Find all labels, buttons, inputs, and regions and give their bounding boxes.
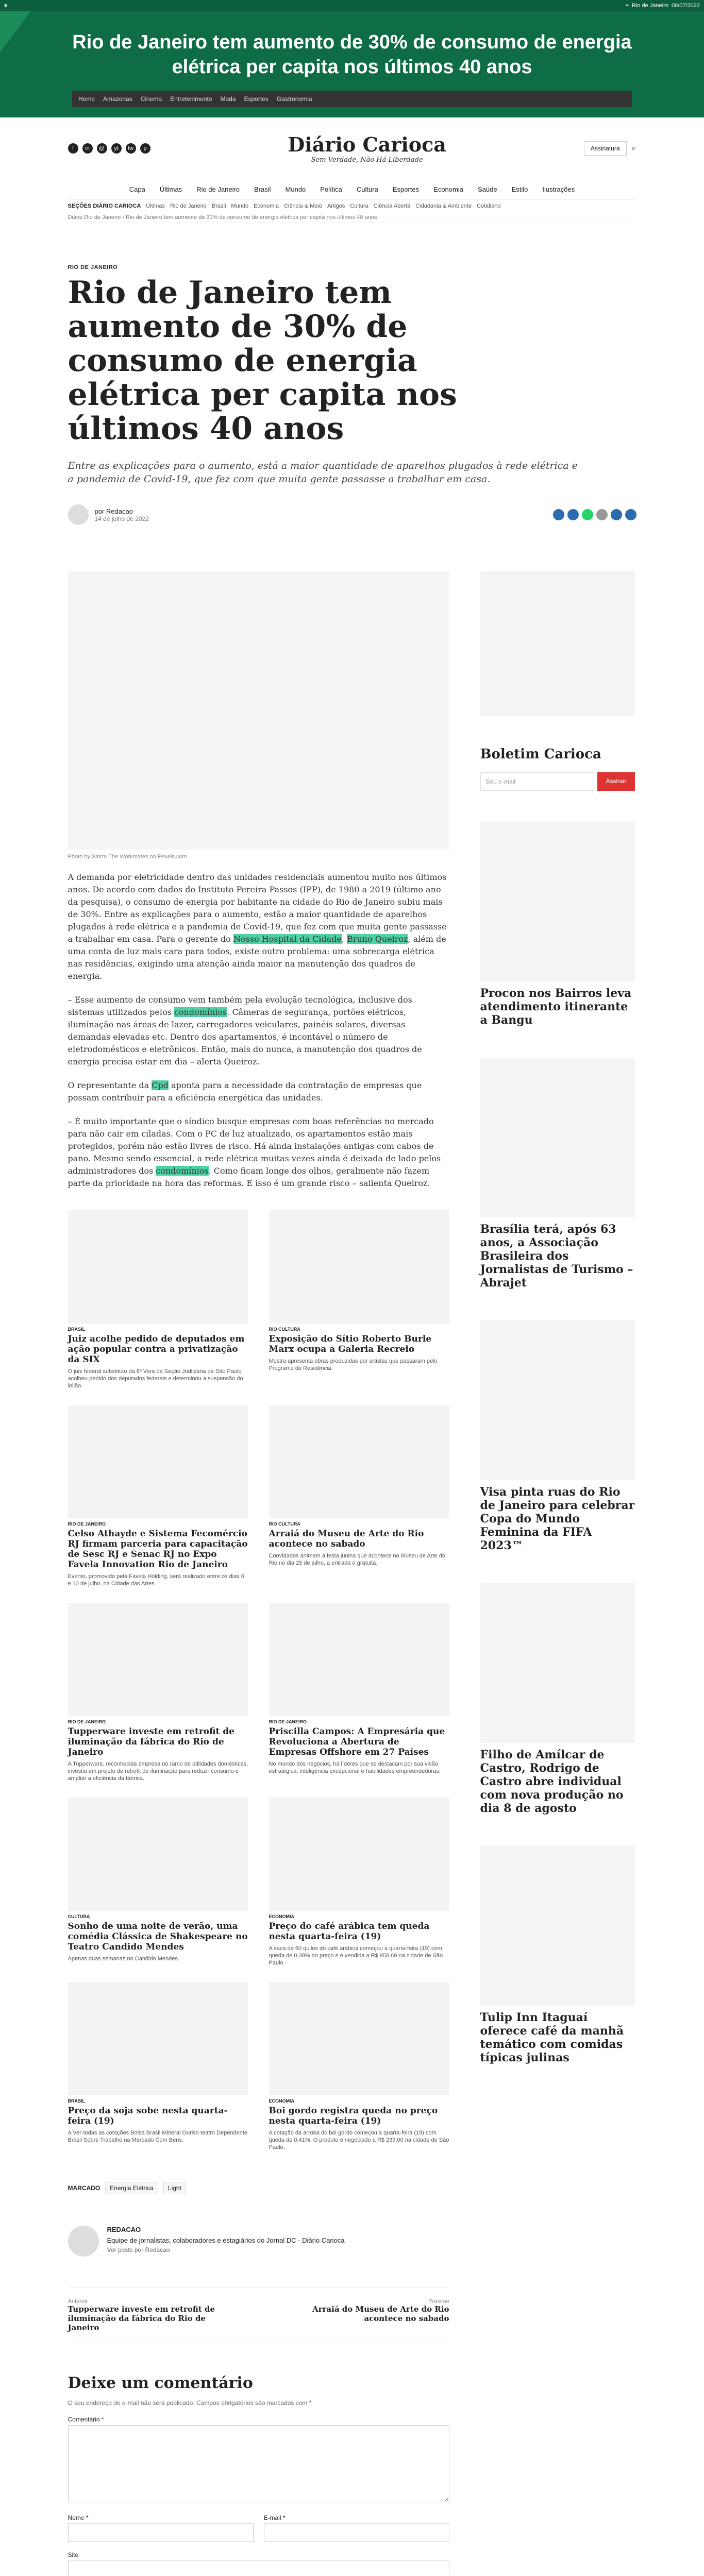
sidebar-post-title[interactable]: Tulip Inn Itaguaí oferece café da manhã temático com comidas típicas julinas xyxy=(480,2011,624,2064)
email-label: E-mail * xyxy=(263,2514,286,2521)
related-post-thumbnail[interactable] xyxy=(68,1405,248,1518)
banner-nav-item[interactable]: Cinema xyxy=(140,95,162,103)
breadcrumb: Diário Rio de Janeiro › Rio de Janeiro tem aumento de 30% de consumo de energia elétrica per capita nos últimos 40 anos xyxy=(68,212,636,223)
author-box-bio: Equipe de jornalistas, colaboradores e estagiários do Jornal DC - Diário Carioca xyxy=(107,2236,345,2244)
next-title[interactable]: Arraiá do Museu de Arte do Rio acontece no sabado xyxy=(312,2304,449,2323)
main-nav-item[interactable]: Cultura xyxy=(356,185,378,193)
sidebar-post-title[interactable]: Filho de Amílcar de Castro, Rodrigo de Castro abre individual com nova produção no dia 8 de agosto xyxy=(480,1748,624,1815)
sections-nav-item[interactable]: Ciência Aberta xyxy=(373,203,411,209)
article-image xyxy=(68,571,449,850)
related-posts-grid xyxy=(68,1210,449,2151)
related-post-thumbnail[interactable] xyxy=(269,1210,449,1324)
twitter-share-icon[interactable] xyxy=(567,509,579,520)
link-cpd[interactable]: Cpd xyxy=(152,1080,169,1090)
newsletter-title: Boletim Carioca xyxy=(480,747,601,762)
related-post-title[interactable]: Priscilla Campos: A Empresária que Revoluciona a Abertura de Empresas Offshore em 27 Países xyxy=(269,1726,445,1757)
main-nav xyxy=(68,179,636,200)
related-post-excerpt: A Ver-todas as cotações Bolsa Brasil Mineral Ouriso teatro Dependente Brasil Sobre Trabalho na Mercado Com Bens. xyxy=(68,2130,248,2143)
image-caption: Photo by Storm The Workmates on Pexels.com xyxy=(68,854,187,860)
sidebar-post[interactable] xyxy=(480,1583,635,1815)
related-post-category[interactable]: BRASIL xyxy=(68,1327,85,1332)
main-nav-item[interactable]: Rio de Janeiro xyxy=(196,185,240,193)
sidebar-ad-top xyxy=(480,571,635,716)
related-post-card[interactable] xyxy=(269,1982,449,2151)
main-nav-item[interactable]: Esportes xyxy=(392,185,420,193)
related-post-category[interactable]: RIO DE JANEIRO xyxy=(68,1521,106,1527)
linkedin-share-icon[interactable] xyxy=(596,509,608,520)
link-bruno-queiroz[interactable]: Bruno Queiroz xyxy=(347,934,408,944)
paragraph-4: – É muito importante que o síndico busque empresas com boas referências no mercado para não cair em ciladas. Com o PC de luz atualizado, os apartamentos estão mais protegidos, porém não estão livres de risco. Há ainda instalações antigas com cabos de pano. Mesmo sendo essencial, a rede elétrica muitas vezes ainda é deixada de lado pelos administradores dos condomínios. Como ficam longe dos olhos, geralmente não fazem parte da prioridade na hora das reformas. E isso é um grande risco – salienta Queiroz. xyxy=(68,1116,441,1188)
related-post-thumbnail[interactable] xyxy=(269,1603,449,1716)
sidebar-post-thumbnail[interactable] xyxy=(480,822,635,981)
related-post-category[interactable]: RIO CULTURA xyxy=(269,1327,300,1332)
comment-textarea[interactable] xyxy=(68,2425,449,2502)
tag-link[interactable]: Light xyxy=(163,2182,186,2194)
article-title: Rio de Janeiro tem aumento de 30% de consumo de energia elétrica per capita nos últimos 40 anos xyxy=(68,275,457,447)
main-nav-item[interactable]: Economia xyxy=(433,185,463,193)
social-icon[interactable]: @ xyxy=(97,143,107,154)
related-post-title[interactable]: Arraiá do Museu de Arte do Rio acontece no sabado xyxy=(269,1529,424,1549)
social-icon[interactable]: tw xyxy=(126,143,136,154)
share-buttons xyxy=(553,509,636,520)
related-post-title[interactable]: Sonho de uma noite de verão, uma comédia Clássica de Shakespeare no Teatro Candido Mendes xyxy=(68,1921,248,1952)
main-nav-item[interactable]: Ilustrações xyxy=(542,185,575,193)
related-post-thumbnail[interactable] xyxy=(68,1982,248,2095)
banner-nav-item[interactable]: Esportes xyxy=(244,95,269,103)
post-navigation xyxy=(68,2287,449,2343)
social-links xyxy=(68,143,150,154)
sections-nav-item[interactable]: Cidadania & Ambiente xyxy=(415,203,472,209)
social-icon[interactable]: yt xyxy=(111,143,122,154)
site-header xyxy=(68,117,636,179)
related-post-card[interactable] xyxy=(269,1603,449,1782)
sections-nav-item[interactable]: Brasil xyxy=(211,203,226,209)
subscribe-button[interactable]: Assinatura xyxy=(584,141,627,156)
related-post-category[interactable]: CULTURA xyxy=(68,1914,90,1919)
comment-label: Comentário * xyxy=(68,2416,104,2423)
prev-post[interactable] xyxy=(68,2298,223,2332)
related-post-category[interactable]: RIO CULTURA xyxy=(269,1521,300,1527)
newsletter-email-input[interactable]: Seu e-mail xyxy=(480,772,595,791)
sidebar-post[interactable] xyxy=(480,1846,635,2064)
main-nav-item[interactable]: Política xyxy=(320,185,342,193)
sidebar-post-thumbnail[interactable] xyxy=(480,1320,635,1480)
search-icon[interactable]: ⌕ xyxy=(631,143,636,152)
related-post-title[interactable]: Exposição do Sítio Roberto Burle Marx ocupa a Galeria Recreio xyxy=(269,1334,432,1354)
main-nav-item[interactable]: Saúde xyxy=(477,185,497,193)
related-post-excerpt: Mostra apresenta obras produzidas por artistas que passaram pelo Programa de Residência. xyxy=(269,1358,438,1371)
sidebar xyxy=(480,546,635,2576)
related-post-excerpt: O juiz federal substituto da 6ª Vara da Seção Judiciária de São Paulo acolheu pedido dos deputados federais e determinou a suspensão do leilão. xyxy=(68,1368,243,1389)
related-post-title[interactable]: Preço da soja sobe nesta quarta-feira (19) xyxy=(68,2106,228,2126)
related-post-card[interactable] xyxy=(68,1603,248,1782)
related-post-excerpt: No mundo dos negócios, há líderes que se destacam por sua visão estratégica, inteligência excepcional e habilidades empreendedoras. xyxy=(269,1761,441,1774)
author-box xyxy=(68,2215,449,2267)
related-post-card[interactable] xyxy=(68,1405,248,1587)
main-nav-item[interactable]: Brasil xyxy=(254,185,271,193)
prev-label: Anterior xyxy=(68,2298,88,2304)
sidebar-post[interactable] xyxy=(480,822,635,1027)
related-post-excerpt: A Tupperware, reconhecida empresa no ramo de utilidades domésticas, investiu em projeto de retrofit de iluminação para reduzir consumo e ampliar a eficiência da fábrica. xyxy=(68,1761,248,1782)
date-text: 08/07/2022 xyxy=(671,3,700,9)
location-pin-icon: ⌖ xyxy=(625,2,629,9)
email-share-icon[interactable] xyxy=(611,509,622,520)
related-post-thumbnail[interactable] xyxy=(68,1798,248,1911)
logo-tagline: Sem Verdade, Não Há Liberdade xyxy=(311,156,423,164)
email-field[interactable] xyxy=(264,2523,449,2542)
sidebar-post-title[interactable]: Visa pinta ruas do Rio de Janeiro para celebrar Copa do Mundo Feminina da FIFA 2023™ xyxy=(480,1485,635,1552)
sections-label: SEÇÕES DIÁRIO CARIOCA xyxy=(68,203,141,209)
author-box-avatar xyxy=(68,2226,99,2257)
related-post-thumbnail[interactable] xyxy=(269,1405,449,1518)
top-bar xyxy=(0,0,704,11)
related-post-excerpt: Apenas duas semanas no Candido Mendes. xyxy=(68,1956,179,1962)
tag-link[interactable]: Energia Elétrica xyxy=(105,2182,158,2194)
print-icon[interactable] xyxy=(625,509,636,520)
name-label: Nome * xyxy=(68,2514,89,2521)
newsletter-subscribe-button[interactable]: Assinar xyxy=(597,772,634,791)
sidebar-post[interactable] xyxy=(480,1058,635,1290)
related-post-thumbnail[interactable] xyxy=(68,1210,248,1324)
sections-nav-item[interactable]: Mundo xyxy=(231,203,249,209)
link-hospital[interactable]: Nosso Hospital da Cidade xyxy=(233,934,342,944)
related-post-card[interactable] xyxy=(68,1798,248,1967)
name-field[interactable] xyxy=(68,2523,254,2542)
location-text: Rio de Janeiro xyxy=(632,3,668,9)
paragraph-2: – Esse aumento de consumo vem também pela evolução tecnológica, inclusive dos sistemas utilizados pelos condomínios. Câmeras de segurança, portões elétricos, iluminação nas áreas de lazer, carregadores veiculares, painéis solares, diversas demandas elevadas etc. Dentro dos apartamentos, é incontável o número de eletrodomésticos e eletrônicos. Então, mais do nunca, a manutenção dos quadros de energia precisa estar em dia – alerta Queiroz. xyxy=(68,995,422,1066)
related-post-thumbnail[interactable] xyxy=(68,1603,248,1716)
banner-nav-item[interactable]: Gastronomia xyxy=(276,95,312,103)
related-post-excerpt: A saca de 60 quilos do café arábica começou a quarta-feira (19) com queda de 0,38% no preço e é vendida a R$ 958,69 na cidade de São Paulo. xyxy=(269,1945,443,1966)
related-post-category[interactable]: BRASIL xyxy=(68,2098,85,2104)
related-post-excerpt: Evento, promovido pela Favela Holding, será realizado entre os dias 6 e 10 de julho, na Cidade das Artes. xyxy=(68,1573,244,1587)
next-label: Próximo xyxy=(428,2298,449,2304)
sidebar-post-thumbnail[interactable] xyxy=(480,1583,635,1743)
sidebar-post-thumbnail[interactable] xyxy=(480,1846,635,2006)
related-post-thumbnail[interactable] xyxy=(269,1982,449,2095)
related-post-card[interactable] xyxy=(269,1210,449,1389)
publish-date: 14 de julho de 2022 xyxy=(94,515,149,522)
sections-nav-item[interactable]: Ciência & Meio xyxy=(283,203,322,209)
related-post-card[interactable] xyxy=(68,1210,248,1389)
sections-nav-item[interactable]: Economia xyxy=(254,203,279,209)
sections-nav-item[interactable]: Rio de Janeiro xyxy=(170,203,207,209)
social-icon[interactable]: f xyxy=(68,143,78,154)
site-field[interactable] xyxy=(68,2561,449,2576)
sections-nav-item[interactable]: Artigos xyxy=(327,203,345,209)
banner-nav-item[interactable]: Moda xyxy=(220,95,236,103)
related-post-category[interactable]: RIO DE JANEIRO xyxy=(269,1719,307,1724)
related-post-category[interactable]: RIO DE JANEIRO xyxy=(68,1719,106,1724)
sections-nav-item[interactable]: Últimas xyxy=(146,203,165,209)
comment-note: O seu endereço de e-mail não será publicado. Campos obrigatórios são marcados com * xyxy=(68,2399,312,2406)
comment-heading: Deixe um comentário xyxy=(68,2374,253,2392)
related-post-card[interactable] xyxy=(269,1405,449,1587)
banner-nav xyxy=(72,91,632,107)
banner-nav-item[interactable]: Entretenimento xyxy=(170,95,212,103)
breaking-banner xyxy=(0,11,704,117)
article-lead: Entre as explicações para o aumento, está a maior quantidade de aparelhos plugados à rede elétrica e a pandemia de Covid-19, que fez com que muita gente passasse a trabalhar em casa. xyxy=(68,460,578,485)
banner-corner-decoration xyxy=(0,11,31,53)
related-post-thumbnail[interactable] xyxy=(269,1798,449,1911)
link-condominios-2[interactable]: condomínios xyxy=(156,1166,209,1176)
related-post-title[interactable]: Tupperware investe em retrofit de iluminação da fábrica do Rio de Janeiro xyxy=(68,1726,234,1757)
related-post-category[interactable]: ECONOMIA xyxy=(269,2098,294,2104)
related-post-title[interactable]: Celso Athayde e Sistema Fecomércio RJ firmam parceria para capacitação de Sesc RJ e Senac RJ no Expo Favela Innovation Rio de Janeiro xyxy=(68,1529,248,1570)
main-nav-item[interactable]: Últimas xyxy=(159,185,182,193)
tags-label: MARCADO xyxy=(68,2184,100,2192)
sections-nav-item[interactable]: Cotidiano xyxy=(477,203,501,209)
logo-name: Diário Carioca xyxy=(288,132,446,156)
social-icon[interactable]: p xyxy=(140,143,150,154)
related-post-excerpt: A cotação da arroba do boi gordo começou a quarta-feira (19) com queda de 0,41%. O produto é negociado a R$ 239,00 na cidade de São Paulo. xyxy=(269,2130,449,2150)
related-post-title[interactable]: Juiz acolhe pedido de deputados em ação popular contra a privatização da SIX xyxy=(68,1334,245,1365)
sidebar-post[interactable] xyxy=(480,1320,635,1552)
banner-headline[interactable]: Rio de Janeiro tem aumento de 30% de consumo de energia elétrica per capita nos últimos 40 anos xyxy=(72,31,632,78)
author-box-name[interactable]: REDACAO xyxy=(107,2226,141,2233)
related-post-excerpt: Convidados animam a festa junina que acontece no Museu de Arte do Rio no dia 25 de julho, a entrada é gratuita. xyxy=(269,1553,445,1566)
facebook-share-icon[interactable] xyxy=(553,509,564,520)
related-post-card[interactable] xyxy=(269,1798,449,1967)
link-condominios[interactable]: condomínios xyxy=(174,1007,227,1017)
menu-icon[interactable]: ≡ xyxy=(4,3,8,9)
sidebar-post-title[interactable]: Brasília terá, após 63 anos, a Associação Brasileira dos Jornalistas de Turismo – Abrajet xyxy=(480,1223,633,1290)
related-post-category[interactable]: ECONOMIA xyxy=(269,1914,294,1919)
author-box-link[interactable]: Ver posts por Redacao xyxy=(107,2246,170,2253)
banner-nav-item[interactable]: Amazonas xyxy=(103,95,132,103)
comment-form xyxy=(68,2374,449,2576)
sidebar-post-thumbnail[interactable] xyxy=(480,1058,635,1217)
main-nav-item[interactable]: Capa xyxy=(129,185,145,193)
related-post-title[interactable]: Boi gordo registra queda no preço nesta quarta-feira (19) xyxy=(269,2106,438,2126)
next-post[interactable] xyxy=(295,2298,449,2332)
author-avatar xyxy=(68,504,89,525)
sections-nav xyxy=(68,200,636,212)
article-tags xyxy=(68,2182,449,2194)
prev-title[interactable]: Tupperware investe em retrofit de iluminação da fábrica do Rio de Janeiro xyxy=(68,2304,215,2332)
banner-nav-item[interactable]: Home xyxy=(78,95,95,103)
paragraph-1: A demanda por eletricidade dentro das unidades residenciais aumentou muito nos últimos anos. De acordo com dados do Instituto Pereira Passos (IPP), de 1980 a 2019 (último ano da pesquisa), o consumo de energia por habitante na cidade do Rio de Janeiro subiu mais de 30%. Entre as explicações para o aumento, estão a maior quantidade de aparelhos plugados à rede elétrica e a pandemia de Covid-19, que fez com que muita gente passasse a trabalhar em casa. Para o gerente do Nosso Hospital da Cidade, Bruno Queiroz, além de uma conta de luz mais cara para todos, existe outro problema: uma sobrecarga elétrica nas residências, exigindo uma atenção ainda maior na manutenção dos quadros de energia. xyxy=(68,872,447,981)
main-nav-item[interactable]: Mundo xyxy=(285,185,306,193)
article-body xyxy=(68,871,449,1190)
related-post-title[interactable]: Preço do café arábica tem queda nesta quarta-feira (19) xyxy=(269,1921,430,1942)
sections-nav-item[interactable]: Cultura xyxy=(350,203,368,209)
article-byline xyxy=(68,504,149,525)
sidebar-post-title[interactable]: Procon nos Bairros leva atendimento itinerante a Bangu xyxy=(480,987,632,1027)
paragraph-3: O representante da Cpd aponta para a necessidade da contratação de empresas que possam contribuir para a eficiência energética das unidades. xyxy=(68,1080,422,1103)
site-label: Site xyxy=(68,2551,79,2558)
social-icon[interactable]: in xyxy=(82,143,93,154)
article-category[interactable]: RIO DE JANEIRO xyxy=(68,264,118,270)
main-nav-item[interactable]: Estilo xyxy=(511,185,528,193)
author-name[interactable]: por Redacao xyxy=(94,507,133,515)
whatsapp-share-icon[interactable] xyxy=(582,509,593,520)
related-post-card[interactable] xyxy=(68,1982,248,2151)
site-logo[interactable] xyxy=(288,133,446,164)
